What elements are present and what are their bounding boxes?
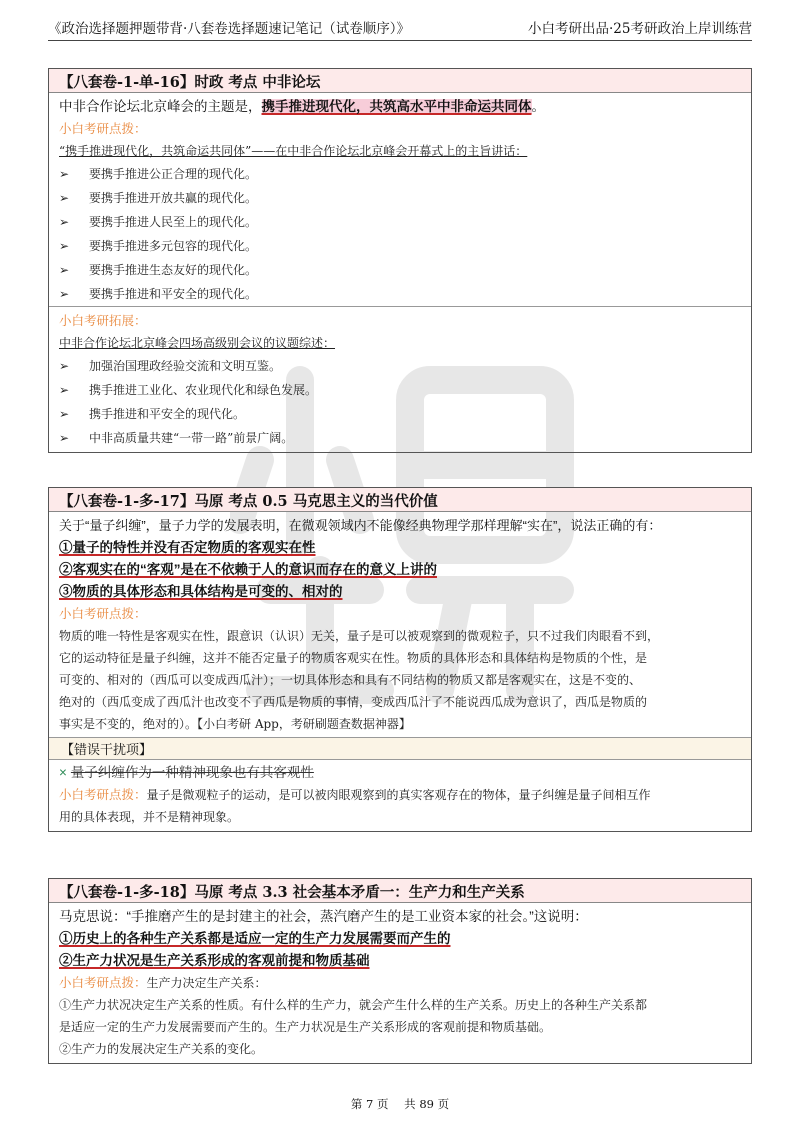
arrow-bullet-icon: ➢ bbox=[59, 383, 70, 397]
list-item: ➢ 中非高质量共建“一带一路”前景广阔。 bbox=[49, 426, 751, 450]
explanation-line: ①生产力状况决定生产关系的性质。有什么样的生产力，就会产生什么样的生产关系。历史上的各种生产关系都 bbox=[59, 998, 648, 1012]
extension-bullet-list bbox=[49, 354, 751, 452]
list-item: ➢ 要携手推进多元包容的现代化。 bbox=[49, 234, 751, 258]
point-text: 生产力决定生产关系： bbox=[146, 976, 267, 990]
list-item: ➢ 加强治国理政经验交流和文明互鉴。 bbox=[49, 354, 751, 378]
point-line bbox=[49, 972, 751, 994]
page-total: 共 89 页 bbox=[404, 1097, 450, 1111]
arrow-bullet-icon: ➢ bbox=[59, 263, 70, 277]
answer-option-2: ②生产力状况是生产关系形成的客观前提和物质基础 bbox=[59, 953, 370, 968]
question-text: 关于“量子纠缠”，量子力学的发展表明，在微观领域内不能像经典物理学那样理解“实在”，说法正确的有： bbox=[59, 518, 662, 533]
card-title: 【八套卷-1-多-17】马原 考点 0.5 马克思主义的当代价值 bbox=[49, 488, 751, 512]
list-item: ➢ 携手推进工业化、农业现代化和绿色发展。 bbox=[49, 378, 751, 402]
arrow-bullet-icon: ➢ bbox=[59, 215, 70, 229]
list-item: ➢ 要携手推进公正合理的现代化。 bbox=[49, 162, 751, 186]
list-item: ➢ 要携手推进生态友好的现代化。 bbox=[49, 258, 751, 282]
arrow-bullet-icon: ➢ bbox=[59, 359, 70, 373]
arrow-bullet-icon: ➢ bbox=[59, 431, 70, 445]
page-header bbox=[48, 14, 752, 41]
explanation-line: 是适应一定的生产力发展需要而产生的。生产力状况是生产关系形成的客观前提和物质基础。 bbox=[59, 1020, 552, 1034]
explanation-line: 物质的唯一特性是客观实在性，跟意识（认识）无关，量子是可以被观察到的微观粒子，只不过我们肉眼看不到， bbox=[59, 629, 660, 643]
explanation-line: ②生产力的发展决定生产关系的变化。 bbox=[59, 1042, 264, 1056]
arrow-bullet-icon: ➢ bbox=[59, 191, 70, 205]
point-heading: “携手推进现代化，共筑命运共同体”——在中非合作论坛北京峰会开幕式上的主旨讲话： bbox=[59, 144, 528, 158]
point-label: 小白考研点拨： bbox=[59, 606, 147, 621]
arrow-bullet-icon: ➢ bbox=[59, 239, 70, 253]
list-item: ➢ 要携手推进和平安全的现代化。 bbox=[49, 282, 751, 306]
wrong-options-title: 【错误干扰项】 bbox=[49, 737, 751, 760]
wrong-option-item bbox=[49, 760, 751, 784]
card-title: 【八套卷-1-单-16】时政 考点 中非论坛 bbox=[49, 69, 751, 93]
list-item: ➢ 要携手推进开放共赢的现代化。 bbox=[49, 186, 751, 210]
extension-heading: 中非合作论坛北京峰会四场高级别会议的议题综述： bbox=[59, 336, 336, 350]
explanation-line: 它的运动特征是量子纠缠，这并不能否定量子的物质客观实在性。物质的具体形态和具体结构是物质的个性，是 bbox=[59, 651, 648, 665]
answer-highlight: 携手推进现代化，共筑高水平中非命运共同体 bbox=[261, 99, 532, 114]
explanation-line: 用的具体表现，并不是精神现象。 bbox=[59, 810, 240, 824]
explanation-line: 量子是微观粒子的运动，是可以被肉眼观察到的真实客观存在的物体，量子纠缠是量子间相互作 bbox=[146, 788, 651, 802]
list-item: ➢ 要携手推进人民至上的现代化。 bbox=[49, 210, 751, 234]
question-card-2 bbox=[48, 487, 752, 832]
arrow-bullet-icon: ➢ bbox=[59, 407, 70, 421]
question-prefix: 中非合作论坛北京峰会的主题是， bbox=[59, 99, 262, 114]
question-text bbox=[49, 93, 751, 118]
wrong-explanation bbox=[49, 784, 751, 806]
header-right-title: 小白考研出品·25考研政治上岸训练营 bbox=[528, 21, 752, 37]
wrong-option-text: 量子纠缠作为一种精神现象也有其客观性 bbox=[70, 765, 314, 780]
arrow-bullet-icon: ➢ bbox=[59, 287, 70, 301]
answer-option-1: ①量子的特性并没有否定物质的客观实在性 bbox=[59, 540, 316, 555]
page-footer bbox=[0, 1096, 800, 1112]
explanation-line: 事实是不变的，绝对的）。【小白考研 App，考研刷题查数据神器】 bbox=[59, 717, 411, 731]
answer-option-3: ③物质的具体形态和具体结构是可变的、相对的 bbox=[59, 584, 343, 599]
header-left-title: 《政治选择题押题带背·八套卷选择题速记笔记（试卷顺序）》 bbox=[48, 21, 411, 37]
point-label: 小白考研点拨： bbox=[59, 121, 147, 136]
list-item: ➢ 携手推进和平安全的现代化。 bbox=[49, 402, 751, 426]
answer-option-2: ②客观实在的“客观”是在不依赖于人的意识而存在的意义上讲的 bbox=[59, 562, 437, 577]
explanation-line: 可变的、相对的（西瓜可以变成西瓜汁）；一切具体形态和具有不同结构的物质又都是客观实在，这是不变的、 bbox=[59, 673, 642, 687]
point-bullet-list bbox=[49, 162, 751, 306]
point-label: 小白考研点拨： bbox=[59, 975, 147, 990]
question-card-1 bbox=[48, 68, 752, 453]
explanation-line: 绝对的（西瓜变成了西瓜汁也改变不了西瓜是物质的事情，变成西瓜汁了不能说西瓜成为意识了，西瓜是物质的 bbox=[59, 695, 648, 709]
arrow-bullet-icon: ➢ bbox=[59, 167, 70, 181]
cross-icon: × bbox=[59, 765, 67, 780]
card-title: 【八套卷-1-多-18】马原 考点 3.3 社会基本矛盾一：生产力和生产关系 bbox=[49, 879, 751, 903]
page-number: 第 7 页 bbox=[350, 1097, 389, 1111]
point-label: 小白考研点拨： bbox=[59, 787, 147, 802]
question-card-3 bbox=[48, 878, 752, 1064]
extension-label: 小白考研拓展： bbox=[59, 313, 147, 328]
answer-option-1: ①历史上的各种生产关系都是适应一定的生产力发展需要而产生的 bbox=[59, 931, 451, 946]
question-suffix: 。 bbox=[531, 99, 545, 114]
explanation-block bbox=[49, 625, 751, 737]
question-text: 马克思说：“手推磨产生的是封建主的社会，蒸汽磨产生的是工业资本家的社会。”这说明： bbox=[59, 909, 588, 924]
